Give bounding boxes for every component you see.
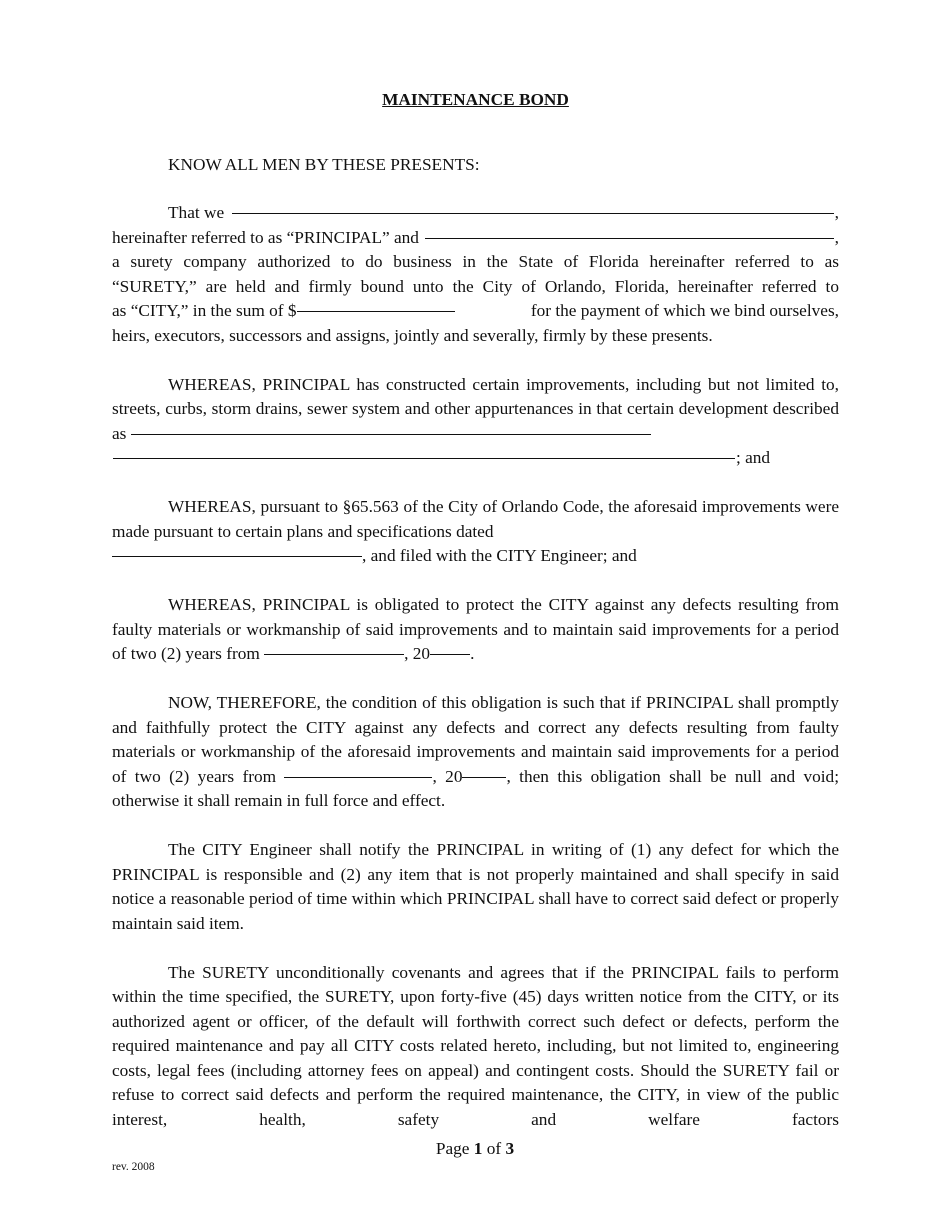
null-void-text: , then this obligation shall be null and void; otherwise it shall remain in full force and effect.	[112, 766, 839, 810]
document-page	[112, 88, 839, 1132]
paragraph-parties	[112, 201, 839, 348]
page-number: 1	[473, 1139, 483, 1158]
paragraph-whereas-obligated: WHEREAS, PRINCIPAL is obligated to protect the CITY against any defects resulting from faulty materials or workmanship of said improvements and to maintain said improvements for a period of two (2) years from , 20 .	[112, 595, 839, 663]
payment-text: for the payment of which we bind ourselves,	[530, 301, 839, 320]
paragraph-whereas-plans: WHEREAS, pursuant to §65.563 of the City of Orlando Code, the aforesaid improvements were made pursuant to certain plans and specifications dated , and filed with the CITY Engineer; and	[112, 497, 839, 565]
page-word: Page	[435, 1139, 470, 1158]
paragraph-city-engineer	[112, 838, 839, 936]
condition-year-blank[interactable]	[462, 776, 506, 778]
start-year-blank[interactable]	[430, 653, 470, 655]
principal-name-blank[interactable]	[232, 213, 834, 214]
whereas-plans-text: WHEREAS, pursuant to §65.563 of the City of Orlando Code, the aforesaid improvements were made pursuant to certain plans and specifications dated	[112, 497, 839, 541]
whereas-constructed-text: WHEREAS, PRINCIPAL has constructed certain improvements, including but not limited to, streets, curbs, storm drains, sewer system and other appurtenances in that certain development described as	[112, 374, 839, 443]
whereas-obligated-text: WHEREAS, PRINCIPAL is obligated to protect the CITY against any defects resulting from faulty materials or workmanship of said improvements and to maintain said improvements for a period of two (2) years from	[112, 595, 839, 663]
sum-line	[112, 299, 839, 324]
city-engineer-text: The CITY Engineer shall notify the PRINCIPAL in writing of (1) any defect for which the PRINCIPAL is responsible and (2) any item that is not properly maintained and shall specify in said notice a reasonable period of time within which PRINCIPAL shall have to correct said defect or properly maintain said item.	[112, 840, 839, 933]
surety-name-blank[interactable]	[425, 238, 834, 239]
development-line-2: ; and	[112, 446, 839, 471]
paragraph-surety-covenants	[112, 961, 839, 1133]
bond-sum-blank[interactable]	[297, 311, 455, 312]
paragraph-whereas-constructed	[112, 373, 839, 471]
document-title: MAINTENANCE BOND	[382, 90, 569, 109]
page-footer	[0, 1137, 950, 1161]
held-bound-line: “SURETY,” are held and firmly bound unto the City of Orlando, Florida, hereinafter referred to	[112, 276, 839, 296]
condition-date-blank[interactable]	[284, 776, 432, 778]
of-word: of	[486, 1139, 502, 1158]
development-description-blank-1[interactable]	[131, 433, 651, 435]
that-we-label: That we	[168, 203, 225, 222]
surety-authorized-line: a surety company authorized to do business in the State of Florida hereinafter referred to as	[112, 252, 839, 271]
plans-date-blank[interactable]	[112, 555, 362, 557]
principal-ref-label: hereinafter referred to as “PRINCIPAL” and	[112, 227, 419, 247]
surety-line: hereinafter referred to as “PRINCIPAL” and ,	[112, 226, 839, 251]
development-description-blank-2[interactable]	[113, 458, 735, 459]
know-all-men-heading: KNOW ALL MEN BY THESE PRESENTS:	[168, 154, 480, 174]
start-date-blank[interactable]	[264, 653, 404, 655]
principal-line: That we ,	[112, 201, 839, 226]
revision-note: rev. 2008	[112, 1161, 155, 1173]
paragraph-now-therefore: NOW, THEREFORE, the condition of this obligation is such that if PRINCIPAL shall promptly and faithfully protect the CITY against any defects and correct any defects resulting from faulty materials or workmanship of the aforesaid improvements and maintain said improvements for a period of two (2) years from , 20 , then this obligation shall be null and void; otherwise it shall remain in full force and effect.	[112, 693, 839, 810]
surety-covenants-text: The SURETY unconditionally covenants and agrees that if the PRINCIPAL fails to perform within the time specified, the SURETY, upon forty-five (45) days written notice from the CITY, or its authorized agent or officer, of the default will forthwith correct such defect or defects, perform the required maintenance and pay all CITY costs related hereto, including, but not limited to, engineering costs, legal fees (including attorney fees on appeal) and contingent costs. Should the SURETY fail or refuse to correct said defects and perform the required maintenance, the CITY, in view of the public interest, health, safety and welfare factors	[112, 962, 839, 1129]
now-therefore-text: NOW, THEREFORE, the condition of this obligation is such that if PRINCIPAL shall promptly and faithfully protect the CITY against any defects and correct any defects resulting from faulty materials or workmanship of the aforesaid improvements and maintain said improvements for a period of two (2) years from	[112, 693, 839, 786]
heirs-line: heirs, executors, successors and assigns, jointly and severally, firmly by these presents.	[112, 325, 713, 345]
page-total: 3	[505, 1139, 515, 1158]
sum-label: as “CITY,” in the sum of $	[112, 301, 297, 320]
